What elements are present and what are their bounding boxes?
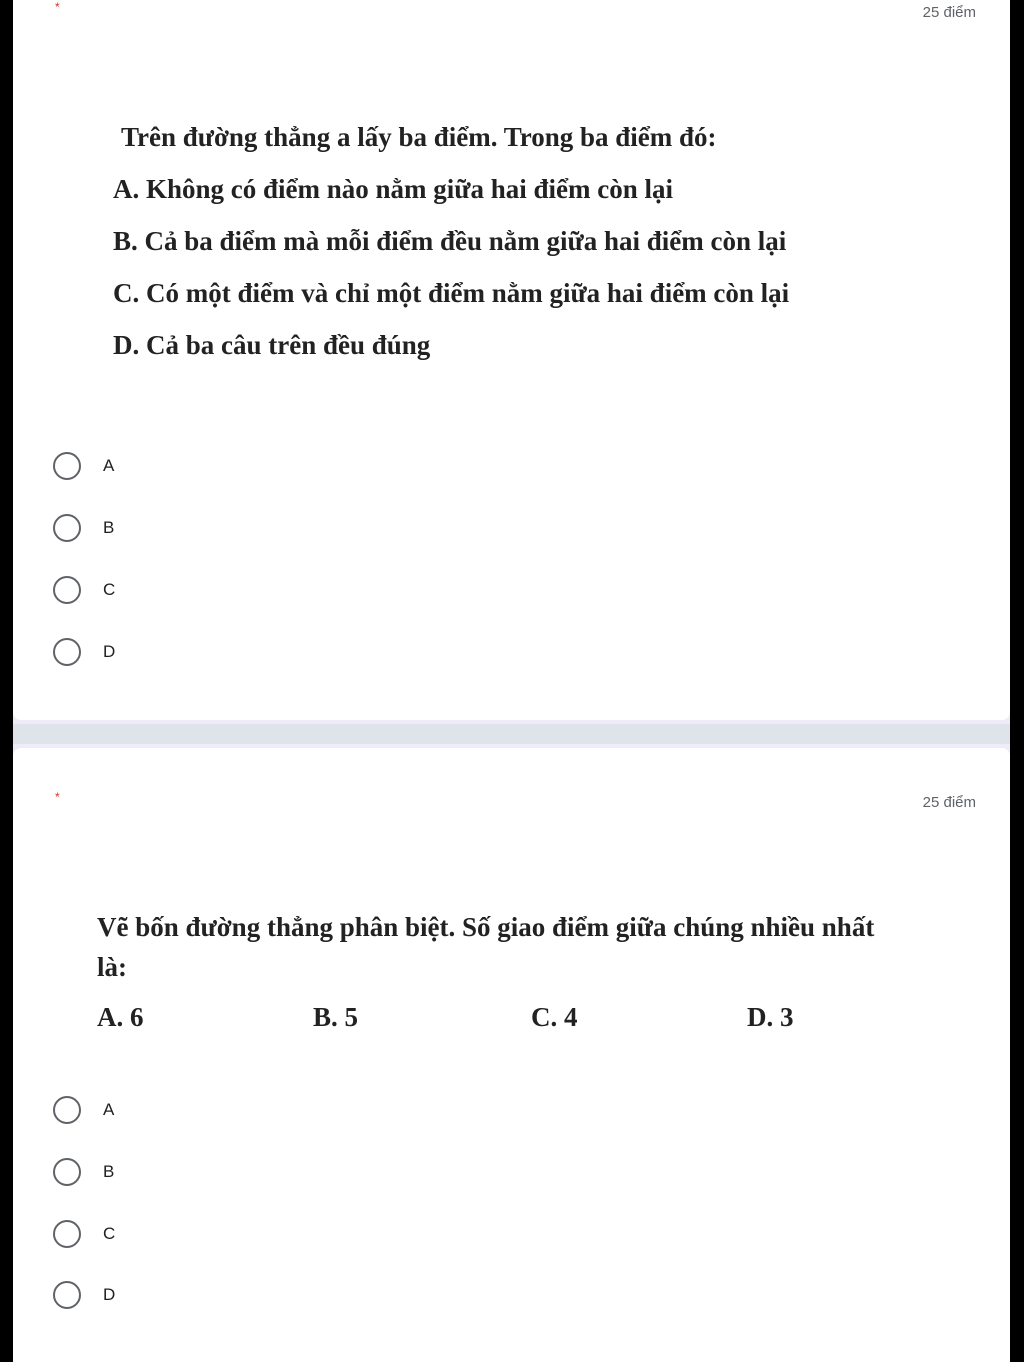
- points-label: 25 điểm: [922, 4, 976, 21]
- radio-label: C: [103, 1224, 116, 1243]
- radio-button-icon[interactable]: [53, 1281, 81, 1309]
- choice-text-a: A. 6: [97, 1002, 144, 1032]
- radio-option-b[interactable]: [53, 1155, 114, 1189]
- choice-text-d: D. Cả ba câu trên đều đúng: [113, 330, 431, 360]
- required-asterisk: *: [55, 790, 60, 804]
- radio-option-a[interactable]: [53, 449, 114, 483]
- choice-text-c: C. Có một điểm và chỉ một điểm nằm giữa hai điểm còn lại: [113, 278, 790, 308]
- choice-text-c: C. 4: [531, 1002, 578, 1032]
- radio-label: D: [103, 1285, 116, 1304]
- radio-option-c[interactable]: [53, 1217, 115, 1251]
- radio-button-icon[interactable]: [53, 1096, 81, 1124]
- radio-button-icon[interactable]: [53, 1158, 81, 1186]
- radio-option-c[interactable]: [53, 573, 115, 607]
- radio-button-icon[interactable]: [53, 514, 81, 542]
- question-stem: Vẽ bốn đường thẳng phân biệt. Số giao điểm giữa chúng nhiều nhất: [97, 912, 875, 942]
- choice-text-b: B. Cả ba điểm mà mỗi điểm đều nằm giữa hai điểm còn lại: [113, 226, 787, 256]
- radio-label: A: [103, 456, 115, 475]
- radio-option-b[interactable]: [53, 511, 114, 545]
- radio-label: B: [103, 518, 115, 537]
- radio-label: B: [103, 1162, 115, 1181]
- radio-option-d[interactable]: [53, 1278, 115, 1312]
- form-page: [13, 0, 1010, 1362]
- radio-button-icon[interactable]: [53, 1220, 81, 1248]
- question-card-2: [13, 748, 1010, 1362]
- card-separator: [13, 724, 1010, 744]
- radio-button-icon[interactable]: [53, 576, 81, 604]
- radio-label: D: [103, 642, 116, 661]
- question-stem: Trên đường thẳng a lấy ba điểm. Trong ba điểm đó:: [121, 122, 717, 152]
- question-stem-continued: là:: [97, 952, 127, 982]
- points-label: 25 điểm: [922, 794, 976, 811]
- radio-label: C: [103, 580, 116, 599]
- radio-option-a[interactable]: [53, 1093, 114, 1127]
- required-asterisk: *: [55, 0, 60, 14]
- choice-text-b: B. 5: [313, 1002, 359, 1032]
- radio-button-icon[interactable]: [53, 452, 81, 480]
- choice-text-a: A. Không có điểm nào nằm giữa hai điểm còn lại: [113, 174, 673, 204]
- radio-button-icon[interactable]: [53, 638, 81, 666]
- choice-text-d: D. 3: [747, 1002, 794, 1032]
- radio-label: A: [103, 1100, 115, 1119]
- question-card-1: [13, 0, 1010, 720]
- radio-option-d[interactable]: [53, 635, 115, 669]
